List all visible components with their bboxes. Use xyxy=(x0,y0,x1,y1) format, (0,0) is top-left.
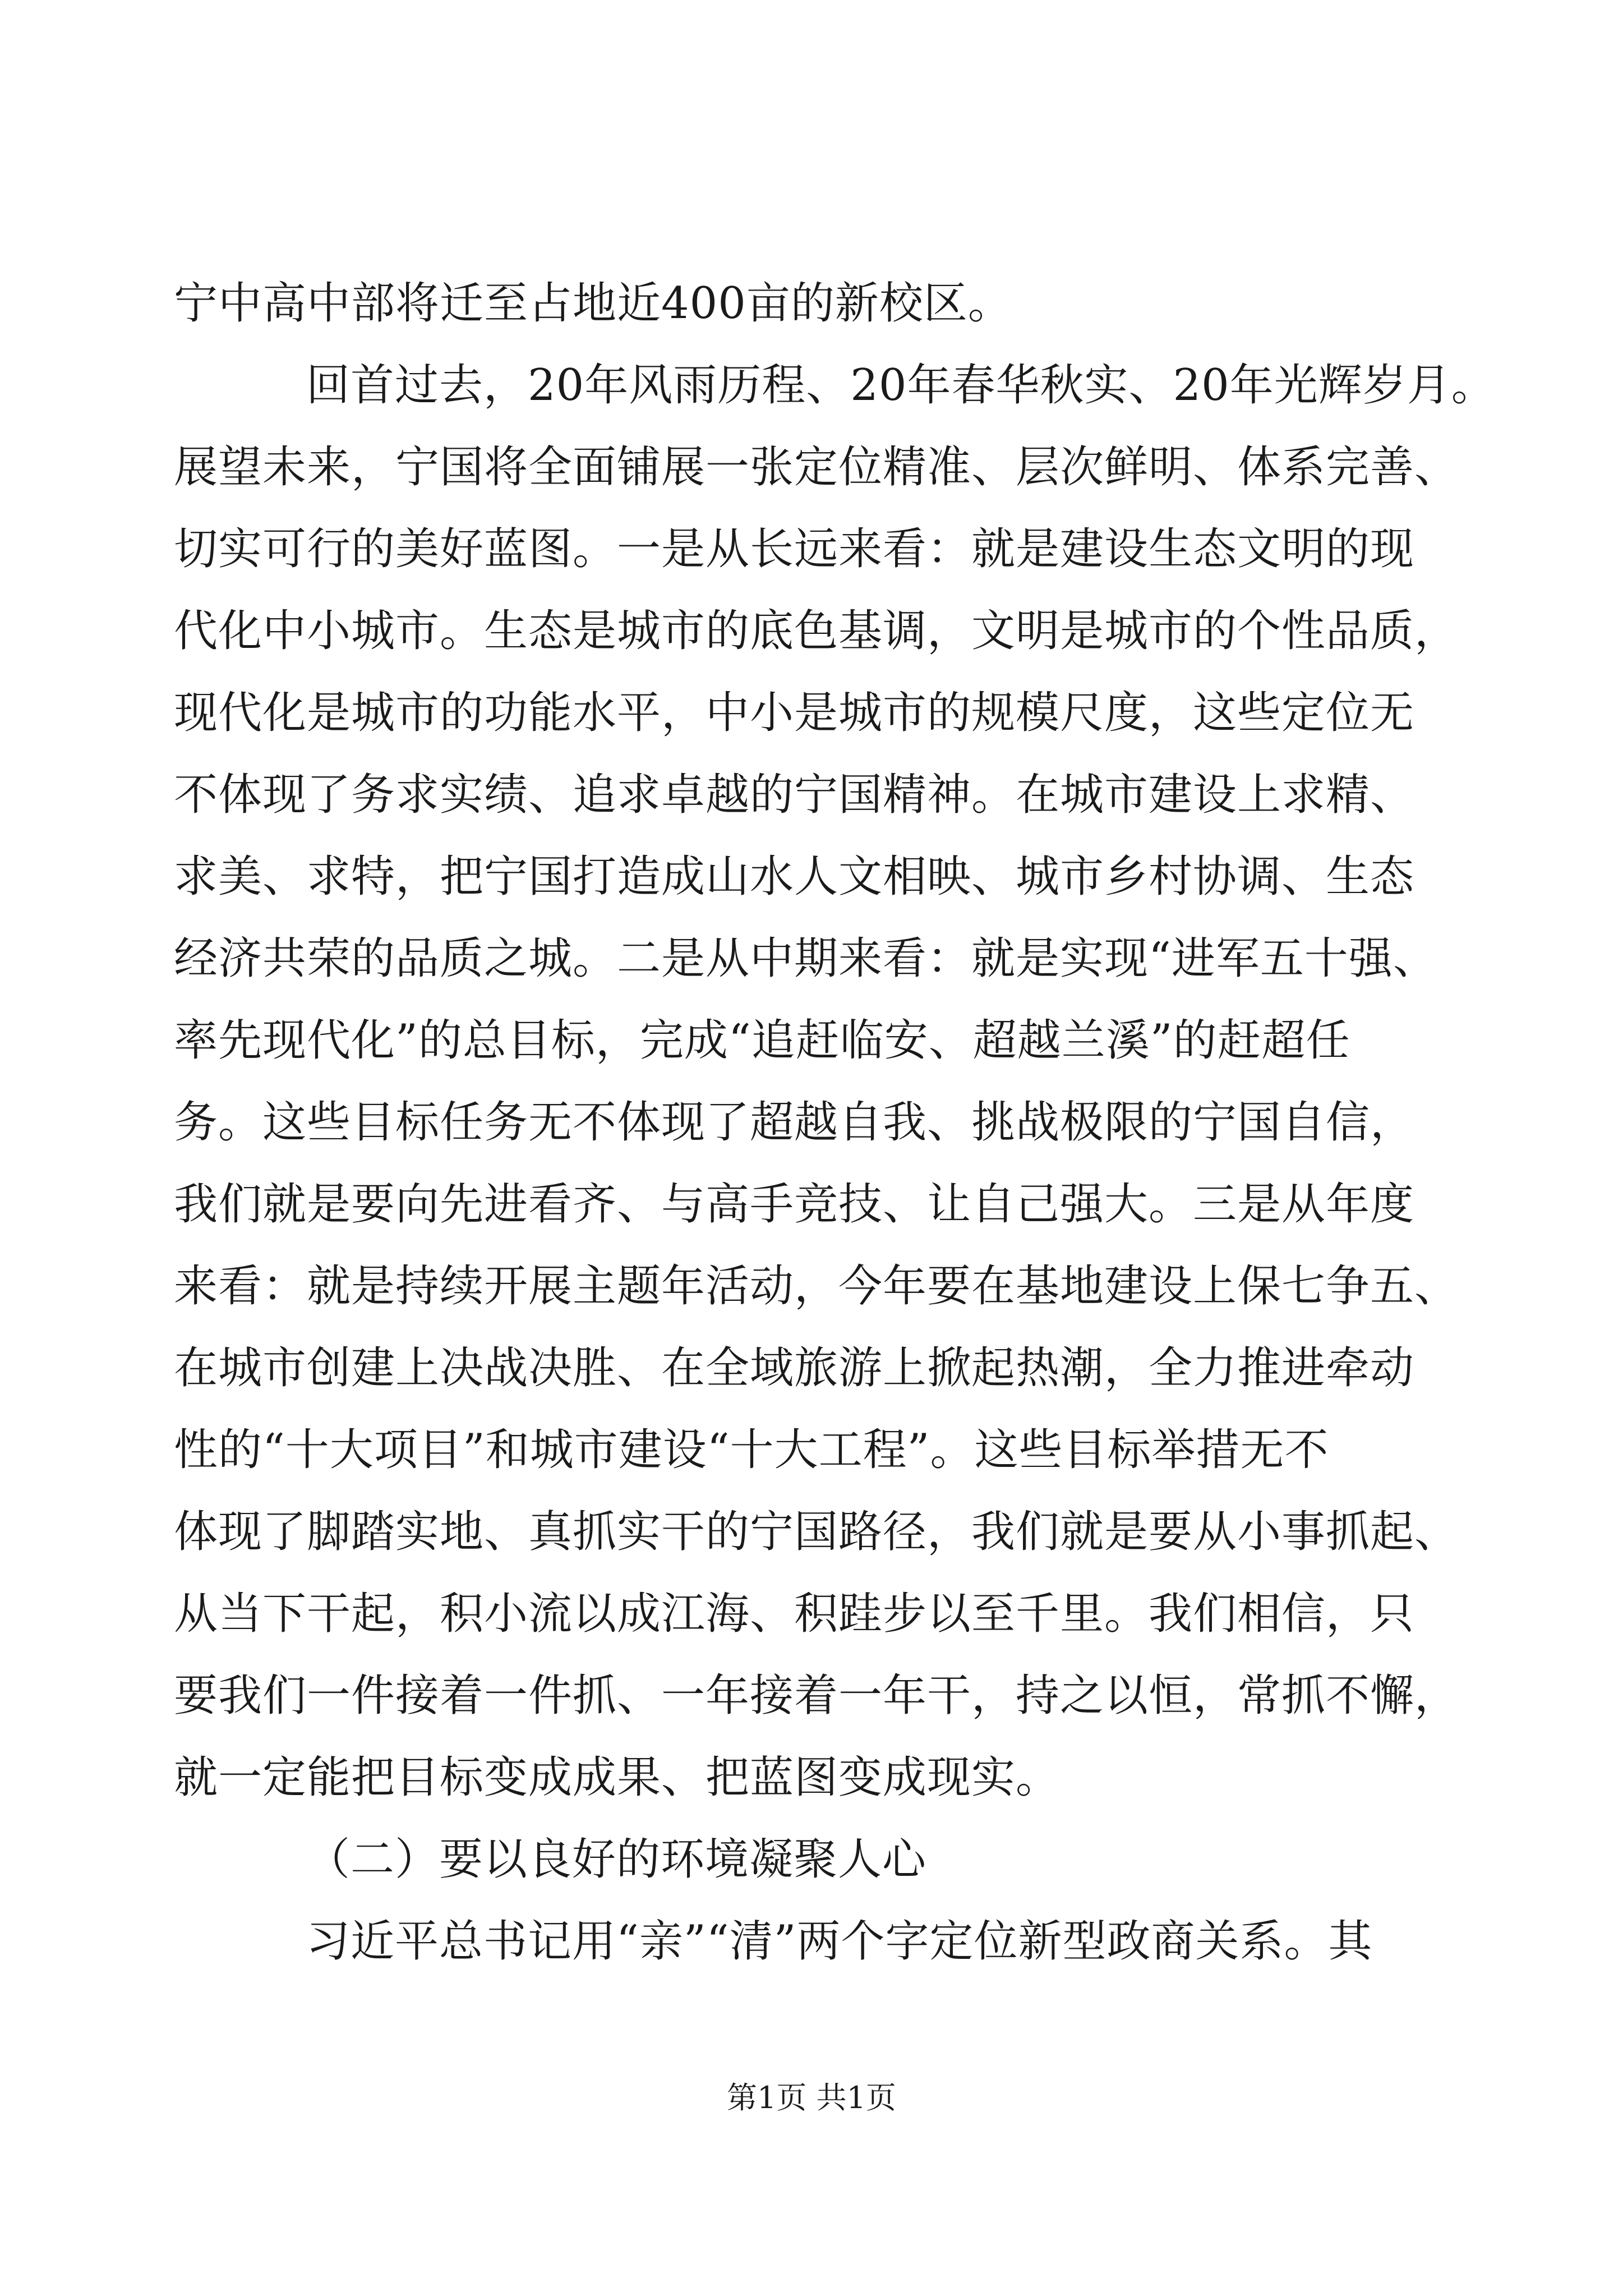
text-line: 我们就是要向先进看齐、与高手竞技、让自己强大。三是从年度 xyxy=(174,1179,1415,1230)
page-footer xyxy=(0,2076,1623,2120)
text-line: 从当下干起，积小流以成江海、积跬步以至千里。我们相信，只 xyxy=(174,1589,1415,1639)
text-line: 经济共荣的品质之城。二是从中期来看：就是实现“进军五十强、 xyxy=(174,933,1437,984)
text-line: 来看：就是持续开展主题年活动，今年要在基地建设上保七争五、 xyxy=(174,1261,1459,1312)
text-line: 不体现了务求实绩、追求卓越的宁国精神。在城市建设上求精、 xyxy=(174,770,1415,820)
text-line: 体现了脚踏实地、真抓实干的宁国路径，我们就是要从小事抓起、 xyxy=(174,1507,1459,1557)
text-line: 率先现代化”的总目标，完成“追赶临安、超越兰溪”的赶超任 xyxy=(174,1015,1350,1066)
text-line: 现代化是城市的功能水平，中小是城市的规模尺度，这些定位无 xyxy=(174,688,1415,738)
section-heading: （二）要以良好的环境凝聚人心 xyxy=(306,1834,927,1885)
document-body xyxy=(174,263,1496,1982)
text-line: 切实可行的美好蓝图。一是从长远来看：就是建设生态文明的现 xyxy=(174,524,1415,574)
text-line: 代化中小城市。生态是城市的底色基调，文明是城市的个性品质， xyxy=(174,606,1459,656)
text-line: 要我们一件接着一件抓、一年接着一年干，持之以恒，常抓不懈， xyxy=(174,1671,1459,1721)
text-line: 在城市创建上决战决胜、在全域旅游上掀起热潮，全力推进牵动 xyxy=(174,1343,1415,1393)
text-line: 就一定能把目标变成成果、把蓝图变成现实。 xyxy=(174,1752,1061,1803)
page-number-label: 第1页 共1页 xyxy=(727,2080,896,2115)
text-line: 回首过去，20年风雨历程、20年春华秋实、20年光辉岁月。 xyxy=(306,360,1496,411)
text-line: 务。这些目标任务无不体现了超越自我、挑战极限的宁国自信， xyxy=(174,1097,1415,1148)
text-line: 展望未来，宁国将全面铺展一张定位精准、层次鲜明、体系完善、 xyxy=(174,442,1459,493)
text-line: 习近平总书记用“亲”“清”两个字定位新型政商关系。其 xyxy=(306,1916,1373,1967)
text-line: 宁中高中部将迁至占地近400亩的新校区。 xyxy=(174,278,1012,329)
text-line: 性的“十大项目”和城市建设“十大工程”。这些目标举措无不 xyxy=(174,1425,1329,1475)
text-line: 求美、求特，把宁国打造成山水人文相映、城市乡村协调、生态 xyxy=(174,852,1415,902)
